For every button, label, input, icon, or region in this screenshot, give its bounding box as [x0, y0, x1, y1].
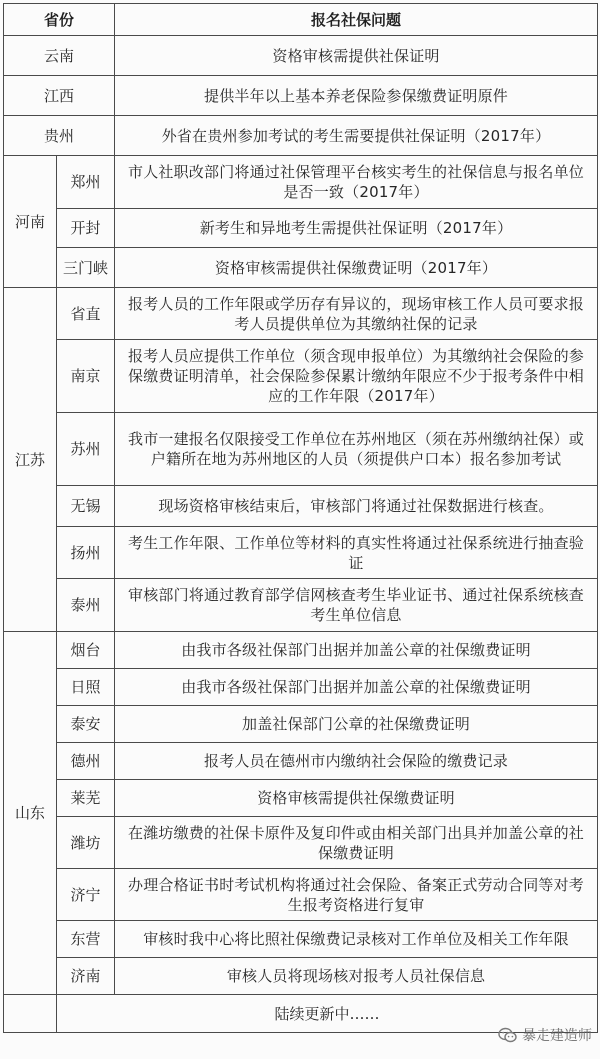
province-cell-shandong: 山东: [4, 632, 57, 995]
issue-cell: 外省在贵州参加考试的考生需要提供社保证明（2017年）: [115, 116, 598, 156]
table-row-nanjing: [4, 340, 598, 413]
table-row-yunnan: [4, 36, 598, 76]
city-cell: 济南: [57, 958, 115, 995]
table-row-taizhou: [4, 579, 598, 632]
province-cell-jiangsu: 江苏: [4, 288, 57, 632]
city-cell: 开封: [57, 209, 115, 248]
issue-cell: 资格审核需提供社保缴费证明（2017年）: [115, 248, 598, 288]
issue-cell: 由我市各级社保部门出据并加盖公章的社保缴费证明: [115, 669, 598, 706]
table-row-guizhou: [4, 116, 598, 156]
table-row-yangzhou: [4, 527, 598, 579]
city-cell: 烟台: [57, 632, 115, 669]
city-cell: 南京: [57, 340, 115, 413]
issue-cell: 审核人员将现场核对报考人员社保信息: [115, 958, 598, 995]
footer-blank-cell: [4, 995, 57, 1033]
table-row-shengzhi: [4, 288, 598, 340]
table-row-jiangxi: [4, 76, 598, 116]
issue-cell: 资格审核需提供社保缴费证明: [115, 780, 598, 817]
watermark: [498, 1025, 592, 1045]
issue-cell: 审核时我中心将比照社保缴费记录核对工作单位及相关工作年限: [115, 921, 598, 958]
issue-cell: 加盖社保部门公章的社保缴费证明: [115, 706, 598, 743]
city-cell: 泰安: [57, 706, 115, 743]
table-row-dongying: [4, 921, 598, 958]
city-cell: 日照: [57, 669, 115, 706]
social-security-table: [3, 3, 598, 1033]
issue-cell: 审核部门将通过教育部学信网核查考生毕业证书、通过社保系统核查考生单位信息: [115, 579, 598, 632]
city-cell: 省直: [57, 288, 115, 340]
city-cell: 泰州: [57, 579, 115, 632]
city-cell: 郑州: [57, 156, 115, 209]
city-cell: 三门峡: [57, 248, 115, 288]
issue-cell: 考生工作年限、工作单位等材料的真实性将通过社保系统进行抽查验证: [115, 527, 598, 579]
province-cell: 江西: [4, 76, 115, 116]
table-row-rizhao: [4, 669, 598, 706]
issue-cell: 市人社职改部门将通过社保管理平台核实考生的社保信息与报名单位是否一致（2017年）: [115, 156, 598, 209]
issue-cell: 报考人员的工作年限或学历存有异议的，现场审核工作人员可要求报考人员提供单位为其缴纳社保的记录: [115, 288, 598, 340]
table-row-zhengzhou: [4, 156, 598, 209]
issue-cell: 我市一建报名仅限接受工作单位在苏州地区（须在苏州缴纳社保）或户籍所在地为苏州地区的人员（须提供户口本）报名参加考试: [115, 413, 598, 486]
header-province: 省份: [4, 4, 115, 36]
footer-note: 陆续更新中……: [57, 995, 598, 1033]
table-row-wuxi: [4, 486, 598, 527]
city-cell: 东营: [57, 921, 115, 958]
city-cell: 济宁: [57, 869, 115, 921]
header-issue: 报名社保问题: [115, 4, 598, 36]
issue-cell: 由我市各级社保部门出据并加盖公章的社保缴费证明: [115, 632, 598, 669]
issue-cell: 资格审核需提供社保证明: [115, 36, 598, 76]
issue-cell: 新考生和异地考生需提供社保证明（2017年）: [115, 209, 598, 248]
table-row-dezhou: [4, 743, 598, 780]
table-row-yantai: [4, 632, 598, 669]
province-cell: 贵州: [4, 116, 115, 156]
city-cell: 扬州: [57, 527, 115, 579]
city-cell: 莱芜: [57, 780, 115, 817]
table-row-laiwu: [4, 780, 598, 817]
table-row-jining: [4, 869, 598, 921]
issue-cell: 现场资格审核结束后，审核部门将通过社保数据进行核查。: [115, 486, 598, 527]
city-cell: 潍坊: [57, 817, 115, 869]
watermark-text: 暴走建造师: [522, 1028, 592, 1044]
city-cell: 无锡: [57, 486, 115, 527]
table-row-sanmenxia: [4, 248, 598, 288]
table-row-weifang: [4, 817, 598, 869]
province-cell: 云南: [4, 36, 115, 76]
table-row-jinan: [4, 958, 598, 995]
issue-cell: 报考人员在德州市内缴纳社会保险的缴费记录: [115, 743, 598, 780]
issue-cell: 在潍坊缴费的社保卡原件及复印件或由相关部门出具并加盖公章的社保缴费证明: [115, 817, 598, 869]
wechat-icon: [498, 1027, 518, 1044]
city-cell: 德州: [57, 743, 115, 780]
city-cell: 苏州: [57, 413, 115, 486]
table-row-taian: [4, 706, 598, 743]
table-row-suzhou: [4, 413, 598, 486]
table-header-row: [4, 4, 598, 36]
issue-cell: 报考人员应提供工作单位（须含现申报单位）为其缴纳社会保险的参保缴费证明清单，社会保险参保累计缴纳年限应不少于报考条件中相应的工作年限（2017年）: [115, 340, 598, 413]
table-row-kaifeng: [4, 209, 598, 248]
province-cell-henan: 河南: [4, 156, 57, 288]
issue-cell: 办理合格证书时考试机构将通过社会保险、备案正式劳动合同等对考生报考资格进行复审: [115, 869, 598, 921]
issue-cell: 提供半年以上基本养老保险参保缴费证明原件: [115, 76, 598, 116]
